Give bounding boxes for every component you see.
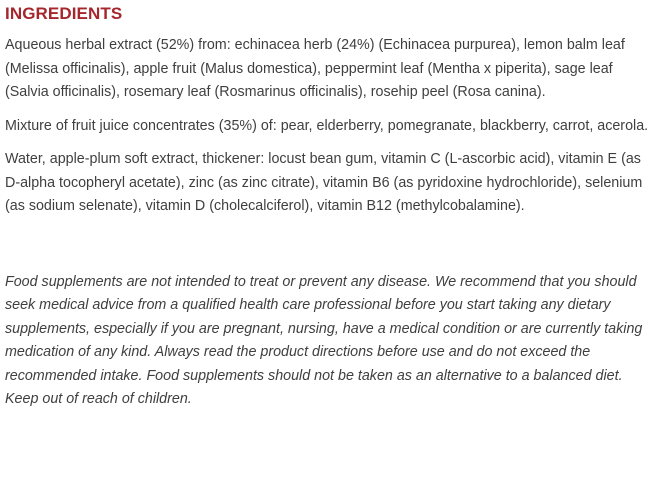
- other-ingredients-paragraph: Water, apple-plum soft extract, thickener: locust bean gum, vitamin C (L-ascorbic acid), vitamin E (as D-alpha tocopheryl acetate), zinc (as zinc citrate), vitamin B6 (as pyridoxine hydrochloride), selenium (as sodium selenate), vitamin D (cholecalciferol), vitamin B12 (methylcobalamine).: [5, 151, 643, 214]
- herbal-extract-paragraph: Aqueous herbal extract (52%) from: echinacea herb (24%) (Echinacea purpurea), lemon balm leaf (Melissa officinalis), apple fruit (Malus domestica), peppermint leaf (Mentha x piperita), sage leaf (Salvia officinalis), rosemary leaf (Rosmarinus officinalis), rosehip peel (Rosa canina).: [5, 37, 625, 100]
- ingredients-heading: INGREDIENTS: [5, 4, 123, 23]
- ingredients-section: [5, 0, 657, 412]
- fruit-juice-paragraph: Mixture of fruit juice concentrates (35%) of: pear, elderberry, pomegranate, blackberry, carrot, acerola.: [5, 117, 649, 134]
- disclaimer-text: Food supplements are not intended to treat or prevent any disease. We recommend that you should seek medical advice from a qualified health care professional before you start taking any dietary supplements, especially if you are pregnant, nursing, have a medical condition or are currently taking medication of any kind. Always read the product directions before use and do not exceed the recommended intake. Food supplements should not be taken as an alternative to a balanced diet. Keep out of reach of children.: [5, 273, 643, 407]
